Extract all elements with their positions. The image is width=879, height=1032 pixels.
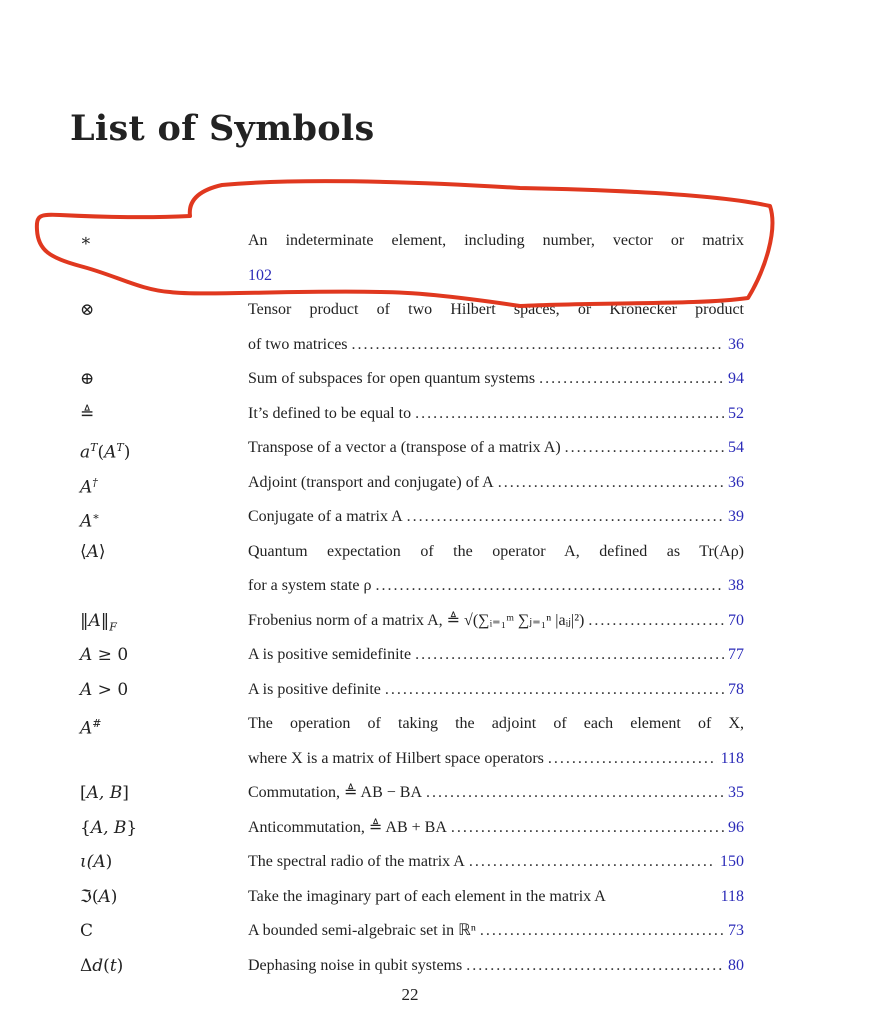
symbol bbox=[80, 645, 128, 665]
symbol-part: A, B bbox=[86, 783, 123, 803]
dot-leader bbox=[385, 680, 724, 700]
symbol-part: [ bbox=[80, 783, 87, 803]
description-line bbox=[248, 507, 744, 527]
symbol-part: ≜ bbox=[80, 403, 95, 424]
description-text: of two matrices bbox=[248, 335, 348, 353]
page-link[interactable]: 118 bbox=[720, 749, 744, 767]
description-text: for a system state ρ bbox=[248, 577, 372, 594]
description-text: Anticommutation, ≜ AB + BA bbox=[248, 818, 447, 836]
dot-leader bbox=[426, 783, 724, 803]
symbol-part: A bbox=[80, 679, 93, 700]
symbol-part: ⟨ bbox=[80, 541, 87, 562]
symbol-part: ⟩ bbox=[98, 541, 106, 562]
page-link[interactable]: 118 bbox=[720, 887, 744, 905]
symbol-part: A bbox=[104, 442, 117, 463]
symbol-part: ‖ bbox=[100, 610, 110, 631]
dot-leader bbox=[480, 921, 724, 941]
symbol bbox=[80, 611, 117, 637]
symbol bbox=[80, 714, 102, 739]
symbol-superscript: T bbox=[116, 441, 124, 454]
symbol-superscript: ∗ bbox=[92, 510, 100, 523]
description-line bbox=[248, 921, 744, 941]
page-link[interactable]: 36 bbox=[728, 335, 744, 353]
symbol-part: d bbox=[92, 955, 104, 976]
page-link[interactable]: 54 bbox=[728, 439, 744, 456]
symbol-superscript: # bbox=[92, 717, 102, 730]
symbol-part: ) bbox=[105, 852, 113, 872]
symbol-part: a bbox=[80, 442, 91, 463]
symbol-part: ( bbox=[103, 955, 110, 976]
dot-leader bbox=[498, 473, 724, 493]
dot-leader bbox=[466, 956, 724, 976]
description-line bbox=[248, 369, 744, 389]
symbol-part: ℑ( bbox=[80, 886, 99, 907]
description-line bbox=[248, 473, 744, 493]
page-number: 22 bbox=[401, 985, 419, 1004]
page-link[interactable]: 73 bbox=[728, 922, 744, 939]
dot-leader bbox=[565, 438, 724, 458]
description-text: Take the imaginary part of each element in the matrix A bbox=[248, 887, 606, 905]
description-line bbox=[248, 645, 744, 665]
dot-leader bbox=[588, 611, 724, 631]
description-text: A is positive definite bbox=[248, 680, 381, 698]
description-line bbox=[248, 956, 744, 976]
symbol bbox=[80, 438, 130, 463]
symbol-part: ) bbox=[123, 442, 131, 463]
symbol-part: ) bbox=[116, 955, 124, 976]
symbol-part: C bbox=[80, 921, 94, 941]
symbol bbox=[80, 887, 117, 907]
symbol-part: ι( bbox=[80, 852, 94, 872]
symbol bbox=[80, 404, 94, 424]
symbol-part: A, B bbox=[90, 817, 127, 838]
description-line bbox=[248, 438, 744, 458]
description-text: The spectral radio of the matrix A bbox=[248, 853, 465, 870]
description-line: The operation of taking the adjoint of each element of X, bbox=[248, 715, 744, 732]
symbol bbox=[80, 956, 123, 976]
symbol-part: ∗ bbox=[80, 231, 92, 251]
page-link[interactable]: 96 bbox=[728, 818, 744, 836]
description-text: Frobenius norm of a matrix A, ≜ √(∑ᵢ₌₁ᵐ ∑ⱼ₌₁ⁿ |aᵢⱼ|²) bbox=[248, 611, 585, 629]
page-link[interactable]: 36 bbox=[728, 473, 744, 491]
dot-leader bbox=[451, 818, 724, 838]
dot-leader bbox=[415, 645, 724, 665]
symbol-subscript: F bbox=[109, 619, 117, 633]
description-line bbox=[248, 611, 744, 631]
symbol-part: A bbox=[80, 645, 93, 665]
description-line bbox=[248, 266, 744, 286]
dot-leader bbox=[376, 576, 724, 596]
description-text: Adjoint (transport and conjugate) of A bbox=[248, 473, 494, 491]
symbol-part: ( bbox=[97, 442, 105, 463]
symbol bbox=[80, 783, 129, 803]
description-text: Commutation, ≜ AB − BA bbox=[248, 784, 422, 801]
symbol bbox=[80, 818, 137, 838]
page-link[interactable]: 38 bbox=[728, 577, 744, 594]
description-line bbox=[248, 783, 744, 803]
symbol-part: A bbox=[86, 541, 99, 562]
symbol-superscript: T bbox=[90, 441, 98, 454]
description-line bbox=[248, 818, 744, 838]
dot-leader bbox=[539, 369, 724, 389]
description-text: It’s defined to be equal to bbox=[248, 404, 412, 422]
symbol-part: Δ bbox=[80, 955, 93, 976]
description-line: An indeterminate element, including number, vector or matrix bbox=[248, 232, 744, 249]
symbol bbox=[80, 300, 94, 320]
symbol-part: ⊗ bbox=[80, 300, 95, 320]
description-text: Conjugate of a matrix A bbox=[248, 508, 403, 525]
page-title: List of Symbols bbox=[70, 108, 375, 149]
symbol-part: A bbox=[98, 886, 111, 907]
description-text: A is positive semidefinite bbox=[248, 646, 412, 663]
symbol-part: { bbox=[80, 817, 91, 838]
dot-leader bbox=[415, 404, 724, 424]
symbol-part: ⊕ bbox=[80, 369, 95, 389]
symbol bbox=[80, 542, 106, 562]
description-line bbox=[248, 404, 744, 424]
description-line bbox=[248, 576, 744, 596]
description-line: Tensor product of two Hilbert spaces, or Kronecker product bbox=[248, 301, 744, 318]
description-text: A bounded semi-algebraic set in ℝⁿ bbox=[248, 922, 476, 939]
description-line bbox=[248, 680, 744, 700]
dot-leader bbox=[407, 507, 724, 527]
symbol-part: A bbox=[88, 610, 101, 631]
dot-leader bbox=[469, 852, 716, 872]
dot-leader bbox=[352, 335, 724, 355]
symbol bbox=[80, 852, 112, 872]
symbol-part: A bbox=[80, 477, 93, 498]
symbol-part: ) bbox=[110, 886, 118, 907]
symbol-part: ≥ 0 bbox=[92, 645, 129, 665]
page-link[interactable]: 78 bbox=[728, 680, 744, 698]
symbol-part: A bbox=[93, 852, 106, 872]
page-link[interactable]: 35 bbox=[728, 784, 744, 801]
symbol bbox=[80, 921, 93, 941]
page-link[interactable]: 94 bbox=[728, 370, 744, 387]
symbol-part: t bbox=[109, 955, 117, 976]
page-link[interactable]: 150 bbox=[720, 853, 744, 870]
description-text: Dephasing noise in qubit systems bbox=[248, 956, 463, 974]
symbol-part: ‖ bbox=[80, 610, 89, 631]
description-text: Transpose of a vector a (transpose of a matrix A) bbox=[248, 439, 561, 456]
symbol bbox=[80, 680, 128, 700]
description-text: where X is a matrix of Hilbert space operators bbox=[248, 749, 544, 767]
dot-leader bbox=[548, 749, 717, 769]
symbol bbox=[80, 231, 92, 251]
page-link[interactable]: 70 bbox=[728, 611, 744, 629]
symbol-part: A bbox=[80, 511, 93, 532]
description-line: Quantum expectation of the operator A, defined as Tr(Aρ) bbox=[248, 542, 744, 560]
symbol bbox=[80, 369, 94, 389]
description-line bbox=[248, 749, 744, 769]
description-line bbox=[248, 852, 744, 872]
page-link[interactable]: 39 bbox=[728, 508, 744, 525]
symbol-part: ] bbox=[122, 783, 129, 803]
description-line bbox=[248, 335, 744, 355]
symbol bbox=[80, 507, 100, 532]
symbol-part: > 0 bbox=[92, 679, 129, 700]
page-link[interactable]: 52 bbox=[728, 404, 744, 422]
description-line bbox=[248, 887, 744, 907]
page-link[interactable]: 80 bbox=[728, 956, 744, 974]
page-link[interactable]: 102 bbox=[248, 266, 272, 284]
description-text: Sum of subspaces for open quantum systems bbox=[248, 370, 536, 387]
symbol-part: A bbox=[80, 718, 93, 739]
symbol-superscript: † bbox=[92, 475, 98, 489]
symbol bbox=[80, 473, 98, 498]
symbol-part: } bbox=[126, 817, 138, 838]
page-link[interactable]: 77 bbox=[728, 646, 744, 663]
